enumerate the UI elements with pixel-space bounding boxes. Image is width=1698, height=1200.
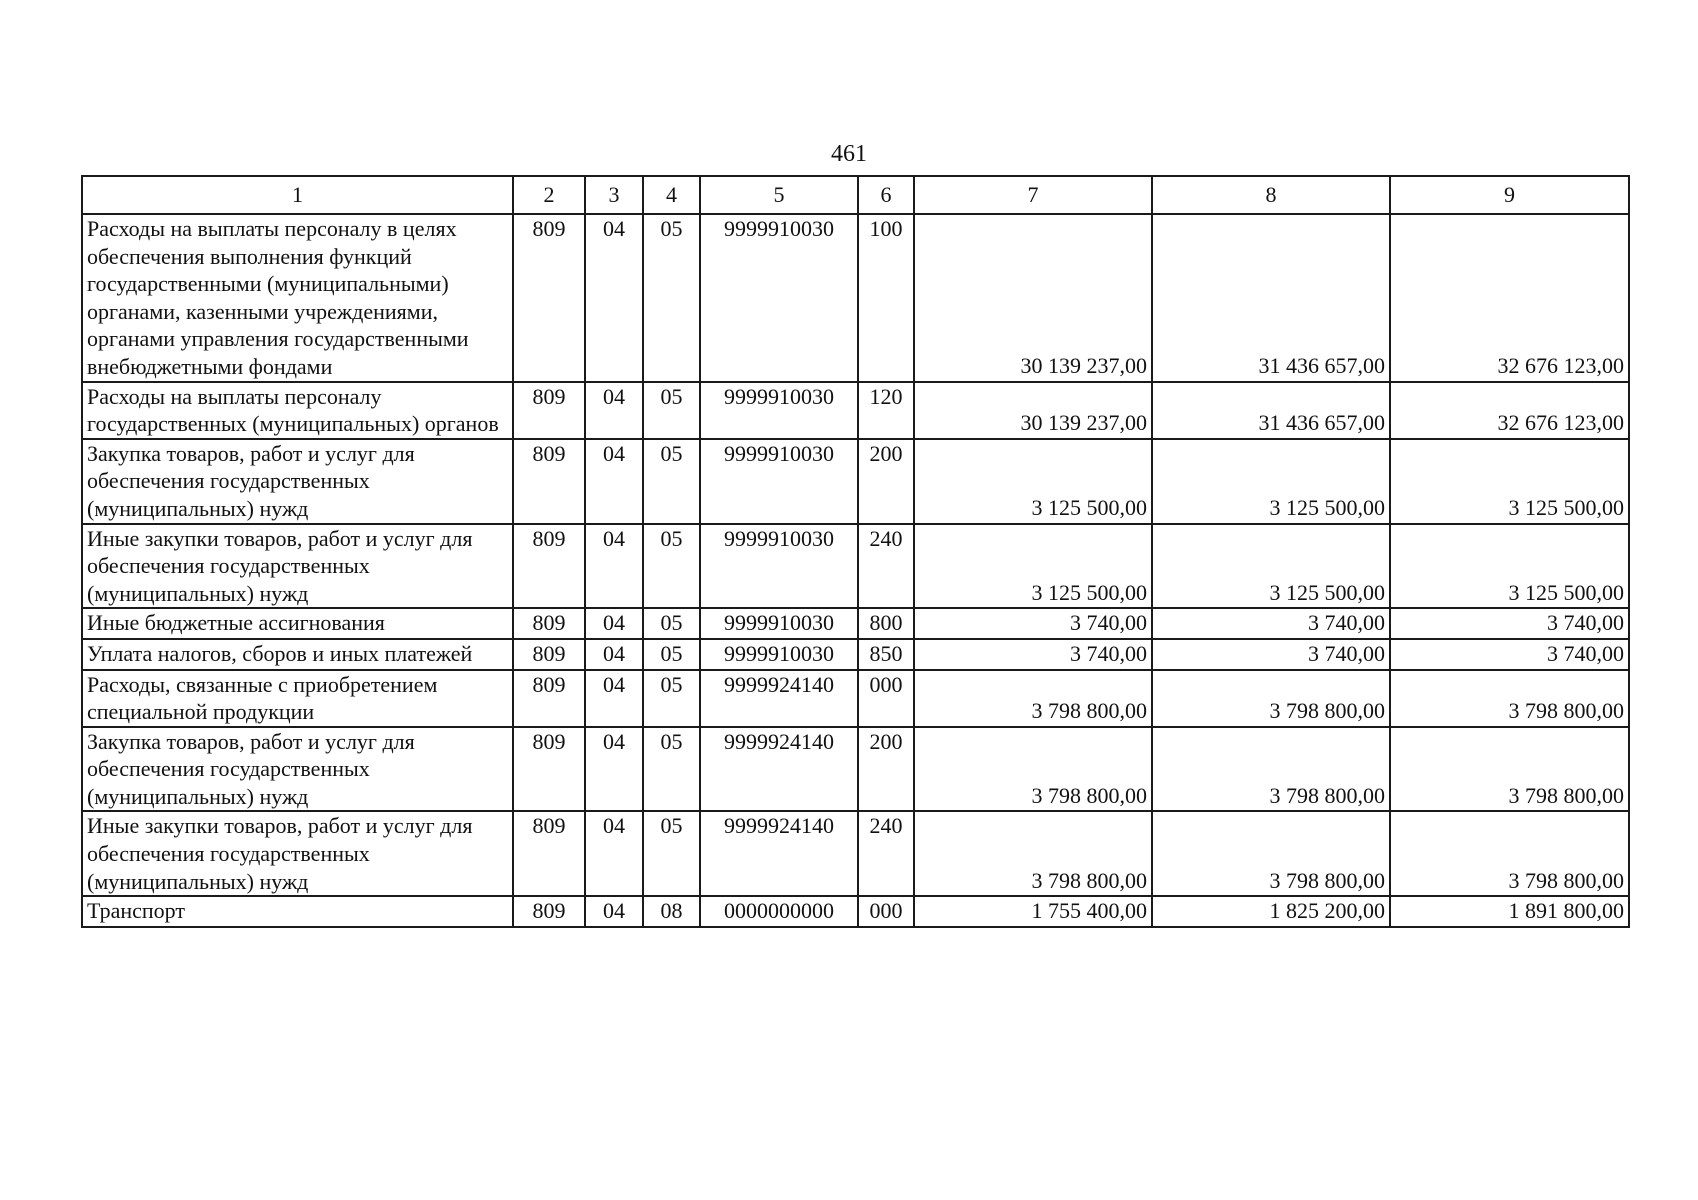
target-article-code: 9999924140 [700, 727, 858, 812]
section-code: 04 [585, 214, 643, 382]
amount-col-9: 3 740,00 [1390, 608, 1629, 639]
target-article-code: 9999924140 [700, 670, 858, 727]
expense-name: Закупка товаров, работ и услуг для обеспечения государственных (муниципальных) нужд [82, 727, 513, 812]
target-article-code: 9999910030 [700, 608, 858, 639]
expense-type-code: 200 [858, 727, 914, 812]
target-article-code: 9999910030 [700, 524, 858, 609]
column-number: 4 [643, 176, 700, 214]
subsection-code: 05 [643, 670, 700, 727]
expense-name: Закупка товаров, работ и услуг для обеспечения государственных (муниципальных) нужд [82, 439, 513, 524]
table-row [82, 811, 1629, 896]
amount-col-7: 30 139 237,00 [914, 382, 1152, 439]
amount-col-8: 31 436 657,00 [1152, 382, 1390, 439]
amount-col-8: 3 740,00 [1152, 639, 1390, 670]
section-code: 04 [585, 608, 643, 639]
column-number: 7 [914, 176, 1152, 214]
subsection-code: 05 [643, 727, 700, 812]
amount-col-9: 3 798 800,00 [1390, 811, 1629, 896]
amount-col-8: 3 798 800,00 [1152, 811, 1390, 896]
column-number: 9 [1390, 176, 1629, 214]
target-article-code: 9999910030 [700, 639, 858, 670]
amount-col-8: 3 125 500,00 [1152, 524, 1390, 609]
target-article-code: 9999910030 [700, 439, 858, 524]
amount-col-9: 3 740,00 [1390, 639, 1629, 670]
ministry-code: 809 [513, 524, 585, 609]
ministry-code: 809 [513, 608, 585, 639]
amount-col-9: 1 891 800,00 [1390, 896, 1629, 927]
amount-col-9: 3 125 500,00 [1390, 524, 1629, 609]
section-code: 04 [585, 524, 643, 609]
expense-name: Уплата налогов, сборов и иных платежей [82, 639, 513, 670]
amount-col-7: 3 125 500,00 [914, 524, 1152, 609]
target-article-code: 0000000000 [700, 896, 858, 927]
section-code: 04 [585, 670, 643, 727]
subsection-code: 08 [643, 896, 700, 927]
expense-type-code: 120 [858, 382, 914, 439]
column-number: 6 [858, 176, 914, 214]
expense-name: Расходы, связанные с приобретением специальной продукции [82, 670, 513, 727]
amount-col-8: 3 798 800,00 [1152, 670, 1390, 727]
ministry-code: 809 [513, 214, 585, 382]
amount-col-8: 3 125 500,00 [1152, 439, 1390, 524]
subsection-code: 05 [643, 608, 700, 639]
amount-col-7: 3 798 800,00 [914, 811, 1152, 896]
amount-col-7: 3 798 800,00 [914, 727, 1152, 812]
ministry-code: 809 [513, 670, 585, 727]
subsection-code: 05 [643, 811, 700, 896]
table-row [82, 727, 1629, 812]
table-row [82, 382, 1629, 439]
amount-col-8: 3 798 800,00 [1152, 727, 1390, 812]
expense-type-code: 850 [858, 639, 914, 670]
expense-name: Иные закупки товаров, работ и услуг для обеспечения государственных (муниципальных) нужд [82, 811, 513, 896]
column-number: 5 [700, 176, 858, 214]
expense-name: Расходы на выплаты персоналу в целях обеспечения выполнения функций государственными (муниципальными) органами, казенными учреждениями, органами управления государственными внебюджетными фондами [82, 214, 513, 382]
amount-col-7: 3 125 500,00 [914, 439, 1152, 524]
ministry-code: 809 [513, 639, 585, 670]
section-code: 04 [585, 896, 643, 927]
ministry-code: 809 [513, 439, 585, 524]
expense-name: Иные бюджетные ассигнования [82, 608, 513, 639]
section-code: 04 [585, 439, 643, 524]
amount-col-7: 3 740,00 [914, 608, 1152, 639]
ministry-code: 809 [513, 811, 585, 896]
ministry-code: 809 [513, 896, 585, 927]
amount-col-9: 3 798 800,00 [1390, 670, 1629, 727]
expense-type-code: 100 [858, 214, 914, 382]
amount-col-9: 3 125 500,00 [1390, 439, 1629, 524]
subsection-code: 05 [643, 382, 700, 439]
expense-type-code: 240 [858, 524, 914, 609]
expense-type-code: 800 [858, 608, 914, 639]
target-article-code: 9999910030 [700, 214, 858, 382]
expense-name: Расходы на выплаты персоналу государственных (муниципальных) органов [82, 382, 513, 439]
expense-type-code: 000 [858, 896, 914, 927]
table-row [82, 670, 1629, 727]
column-number: 3 [585, 176, 643, 214]
expense-type-code: 000 [858, 670, 914, 727]
column-number-row [82, 176, 1629, 214]
expense-name: Транспорт [82, 896, 513, 927]
amount-col-9: 32 676 123,00 [1390, 214, 1629, 382]
ministry-code: 809 [513, 382, 585, 439]
amount-col-7: 3 740,00 [914, 639, 1152, 670]
target-article-code: 9999910030 [700, 382, 858, 439]
expense-type-code: 240 [858, 811, 914, 896]
expense-name: Иные закупки товаров, работ и услуг для обеспечения государственных (муниципальных) нужд [82, 524, 513, 609]
table-row [82, 214, 1629, 382]
column-number: 1 [82, 176, 513, 214]
amount-col-8: 31 436 657,00 [1152, 214, 1390, 382]
amount-col-9: 3 798 800,00 [1390, 727, 1629, 812]
amount-col-8: 3 740,00 [1152, 608, 1390, 639]
target-article-code: 9999924140 [700, 811, 858, 896]
expense-type-code: 200 [858, 439, 914, 524]
section-code: 04 [585, 727, 643, 812]
amount-col-9: 32 676 123,00 [1390, 382, 1629, 439]
amount-col-7: 3 798 800,00 [914, 670, 1152, 727]
section-code: 04 [585, 382, 643, 439]
subsection-code: 05 [643, 524, 700, 609]
table-row [82, 896, 1629, 927]
table-row [82, 639, 1629, 670]
section-code: 04 [585, 811, 643, 896]
table-row [82, 608, 1629, 639]
page-number: 461 [831, 141, 867, 167]
subsection-code: 05 [643, 439, 700, 524]
table-row [82, 524, 1629, 609]
amount-col-7: 1 755 400,00 [914, 896, 1152, 927]
table-row [82, 439, 1629, 524]
amount-col-7: 30 139 237,00 [914, 214, 1152, 382]
ministry-code: 809 [513, 727, 585, 812]
subsection-code: 05 [643, 214, 700, 382]
column-number: 8 [1152, 176, 1390, 214]
amount-col-8: 1 825 200,00 [1152, 896, 1390, 927]
budget-table [81, 175, 1630, 928]
section-code: 04 [585, 639, 643, 670]
column-number: 2 [513, 176, 585, 214]
subsection-code: 05 [643, 639, 700, 670]
